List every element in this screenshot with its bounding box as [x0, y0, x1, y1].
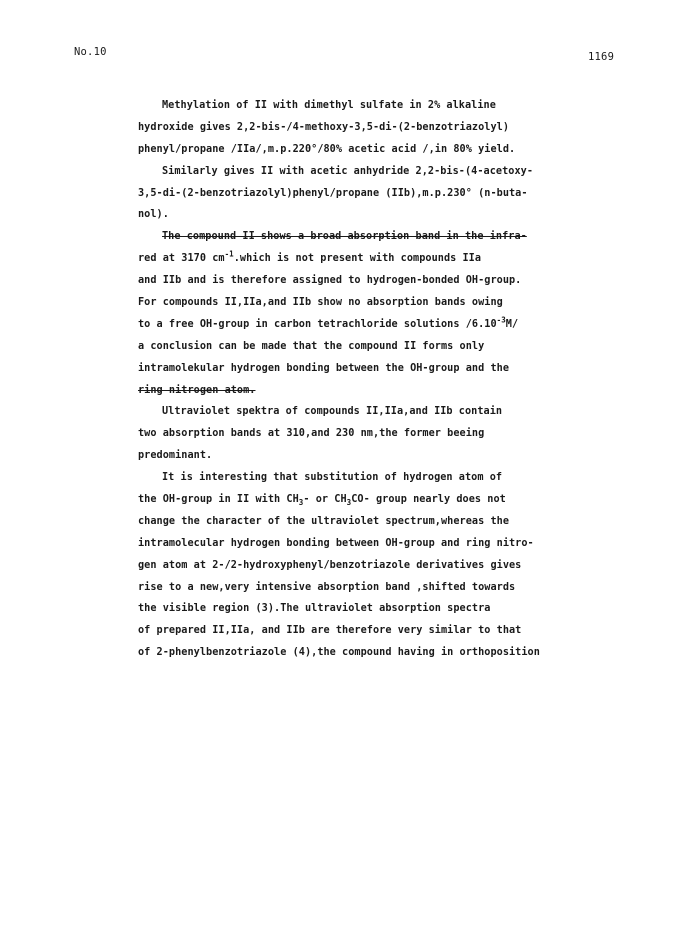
- paragraph: [138, 467, 608, 664]
- text-line: a conclusion can be made that the compound II forms only: [138, 340, 485, 352]
- paragraph: [138, 401, 608, 467]
- text-line: two absorption bands at 310,and 230 nm,the former beeing: [138, 428, 485, 440]
- text-line: change the character of the ultraviolet spectrum,whereas the: [138, 515, 510, 527]
- text-line: intramolekular hydrogen bonding between the OH-group and the: [138, 362, 510, 374]
- text-line: and IIb and is therefore assigned to hydrogen-bonded OH-group.: [138, 275, 522, 287]
- superscript: -3: [496, 315, 506, 325]
- text-line: gen atom at 2-/2-hydroxyphenyl/benzotriazole derivatives gives: [138, 559, 522, 571]
- text-line: For compounds II,IIa,and IIb show no absorption bands owing: [138, 297, 503, 309]
- paragraph: [138, 95, 608, 161]
- text-line: of 2-phenylbenzotriazole (4),the compound having in orthoposition: [138, 647, 540, 659]
- text-line: phenyl/propane /IIa/,m.p.220°/80% acetic acid /,in 80% yield.: [138, 143, 516, 155]
- text-line: nol).: [138, 209, 169, 221]
- paragraph: [138, 161, 608, 227]
- paragraph: [138, 226, 608, 401]
- subscript: 3: [298, 498, 304, 508]
- text-line: The compound II shows a broad absorption band in the infra-: [162, 231, 527, 243]
- text-line: intramolecular hydrogen bonding between OH-group and ring nitro-: [138, 537, 534, 549]
- text-line: to a free OH-group in carbon tetrachloride solutions $/6.10^{-3}M/$: [138, 315, 519, 330]
- text-line: hydroxide gives 2,2-bis-/4-methoxy-3,5-di-(2-benzotriazolyl): [138, 121, 510, 133]
- text-line: 3,5-di-(2-benzotriazolyl)phenyl/propane (IIb),m.p.230° (n-buta-: [138, 187, 528, 199]
- text-line: predominant.: [138, 450, 213, 462]
- issue-number: No.10: [74, 46, 107, 58]
- text-line: red at 3170 $cm^{-1}.which$ is not present with compounds IIa: [138, 249, 482, 265]
- text-line: Similarly gives II with acetic anhydride 2,2-bis-(4-acetoxy-: [162, 165, 534, 177]
- subscript: 3: [346, 498, 352, 508]
- text-line: of prepared II,IIa, and IIb are therefore very similar to that: [138, 625, 522, 637]
- text-line: rise to a new,very intensive absorption band ,shifted towards: [138, 581, 516, 593]
- text-line: Ultraviolet spektra of compounds II,IIa,and IIb contain: [162, 406, 503, 418]
- superscript: -1: [224, 249, 234, 259]
- page-number: 1169: [588, 51, 615, 63]
- text-line: the visible region (3).The ultraviolet absorption spectra: [138, 603, 491, 615]
- body-text: [138, 95, 608, 664]
- text-line: ring nitrogen atom.: [138, 384, 256, 396]
- text-line: the OH-group in II with $CH_3-$ or $CH_3CO-$ group nearly does not: [138, 494, 506, 508]
- text-line: It is interesting that substitution of hydrogen atom of: [162, 472, 503, 484]
- text-line: Methylation of II with dimethyl sulfate in 2% alkaline: [162, 100, 496, 111]
